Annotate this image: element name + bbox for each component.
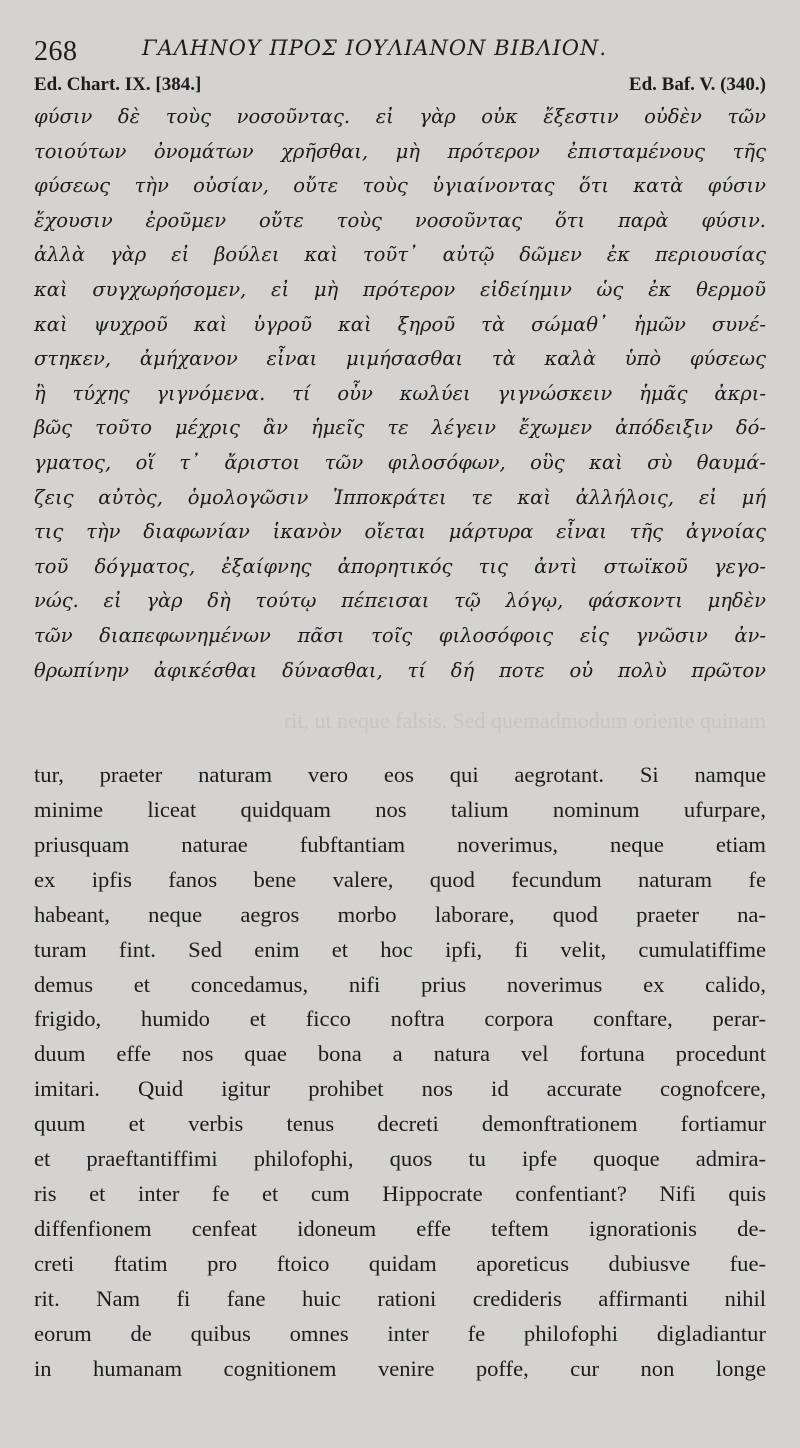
greek-line: στηκεν, ἀμήχανον εἶναι μιμήσασθαι τὰ καλὰ ὑπὸ φύσεως: [34, 347, 766, 371]
latin-line: et praeftantiffimi philofophi, quos tu ipfe quoque admira-: [34, 1146, 766, 1172]
greek-line: ἀλλὰ γὰρ εἰ βούλει καὶ τοῦτ᾽ αὐτῷ δῶμεν ἐκ περιουσίας: [34, 243, 766, 267]
greek-line: βῶς τοῦτο μέχρις ἂν ἡμεῖς τε λέγειν ἔχωμεν ἀπόδειξιν δό-: [34, 416, 766, 440]
greek-line: καὶ ψυχροῦ καὶ ὑγροῦ καὶ ξηροῦ τὰ σώμαθ᾽ ἡμῶν συνέ-: [34, 312, 766, 336]
greek-line: τοῦ δόγματος, ἐξαίφνης ἀπορητικός τις ἀντὶ στωϊκοῦ γεγο-: [34, 554, 766, 578]
latin-line: turam fint. Sed enim et hoc ipfi, fi velit, cumulatiffime: [34, 936, 766, 962]
latin-line: imitari. Quid igitur prohibet nos id accurate cognofcere,: [34, 1076, 766, 1102]
latin-line: diffenfionem cenfeat idoneum effe teftem ignorationis de-: [34, 1215, 766, 1241]
greek-line: φύσιν δὲ τοὺς νοσοῦντας. εἰ γὰρ οὐκ ἔξεστιν οὐδὲν τῶν: [34, 105, 766, 128]
greek-line: ἔχουσιν ἐροῦμεν οὔτε τοὺς νοσοῦντας ὅτι παρὰ φύσιν.: [34, 208, 766, 232]
latin-line: creti ftatim pro ftoico quidam aporeticus dubiusve fue-: [34, 1250, 766, 1276]
latin-line: demus et concedamus, nifi prius noverimus ex calido,: [34, 971, 766, 997]
greek-line: θρωπίνην ἀφικέσθαι δύνασθαι, τί δή ποτε οὐ πολὺ πρῶτον: [34, 658, 766, 682]
greek-line: ἢ τύχης γιγνόμενα. τί οὖν κωλύει γιγνώσκειν ἡμᾶς ἀκρι-: [34, 381, 766, 405]
running-head: [34, 28, 766, 74]
edition-chartier: Ed. Chart. IX. [384.]: [34, 74, 202, 95]
latin-line: frigido, humido et ficco noftra corpora conftare, perar-: [34, 1006, 766, 1032]
latin-line: quum et verbis tenus decreti demonftrationem fortiamur: [34, 1111, 766, 1137]
latin-line: tur, praeter naturam vero eos qui aegrotant. Si namque: [34, 762, 766, 788]
latin-line: duum effe nos quae bona a natura vel fortuna procedunt: [34, 1041, 766, 1067]
latin-line: priusquam naturae fubftantiam noverimus, neque etiam: [34, 831, 766, 857]
edition-basel: Ed. Baf. V. (340.): [628, 74, 766, 95]
edition-references: [34, 74, 766, 100]
latin-line: ex ipfis fanos bene valere, quod fecundum naturam fe: [34, 866, 766, 892]
running-title: ΓΑΛΗΝΟΥ ΠΡΟΣ ΙΟΥΛΙΑΝΟΝ ΒΙΒΛΙΟΝ.: [142, 36, 608, 60]
greek-line: τοιούτων ὀνομάτων χρῆσθαι, μὴ πρότερον ἐπισταμένους τῆς: [34, 139, 766, 163]
greek-line: φύσεως τὴν οὐσίαν, οὔτε τοὺς ὑγιαίνοντας ὅτι κατὰ φύσιν: [34, 174, 766, 198]
latin-line: eorum de quibus omnes inter fe philofophi digladiantur: [34, 1320, 766, 1346]
latin-line: ris et inter fe et cum Hippocrate confentiant? Nifi quis: [34, 1180, 766, 1206]
greek-text: [34, 100, 766, 688]
greek-line: τις τὴν διαφωνίαν ἱκανὸν οἴεται μάρτυρα εἶναι τῆς ἀγνοίας: [34, 520, 766, 544]
latin-line: habeant, neque aegros morbo laborare, quod praeter na-: [34, 901, 766, 927]
greek-line: τῶν διαπεφωνημένων πᾶσι τοῖς φιλοσόφοις εἰς γνῶσιν ἀν-: [34, 623, 766, 647]
latin-text: [34, 758, 766, 1386]
latin-line: minime liceat quidquam nos talium nominum ufurpare,: [34, 797, 766, 822]
greek-line: ζεις αὐτὸς, ὁμολογῶσιν Ἱπποκράτει τε καὶ ἀλλήλοις, εἰ μή: [34, 485, 766, 509]
page-number: 268: [34, 36, 78, 67]
bleed-through-text: rit, ut neque falsis. Sed quemadmodum oriente quinam: [283, 708, 766, 734]
greek-line: γματος, οἵ τ᾽ ἄριστοι τῶν φιλοσόφων, οὓς καὶ σὺ θαυμά-: [34, 450, 766, 474]
greek-line: καὶ συγχωρήσομεν, εἰ μὴ πρότερον εἰδείημιν ὡς ἐκ θερμοῦ: [34, 277, 766, 301]
column-gap: [34, 688, 766, 758]
greek-line: νώς. εἰ γὰρ δὴ τούτῳ πέπεισαι τῷ λόγῳ, φάσκοντι μηδὲν: [34, 589, 766, 613]
latin-line: rit. Nam fi fane huic rationi credideris affirmanti nihil: [34, 1285, 766, 1311]
latin-line: in humanam cognitionem venire poffe, cur non longe: [34, 1355, 766, 1381]
